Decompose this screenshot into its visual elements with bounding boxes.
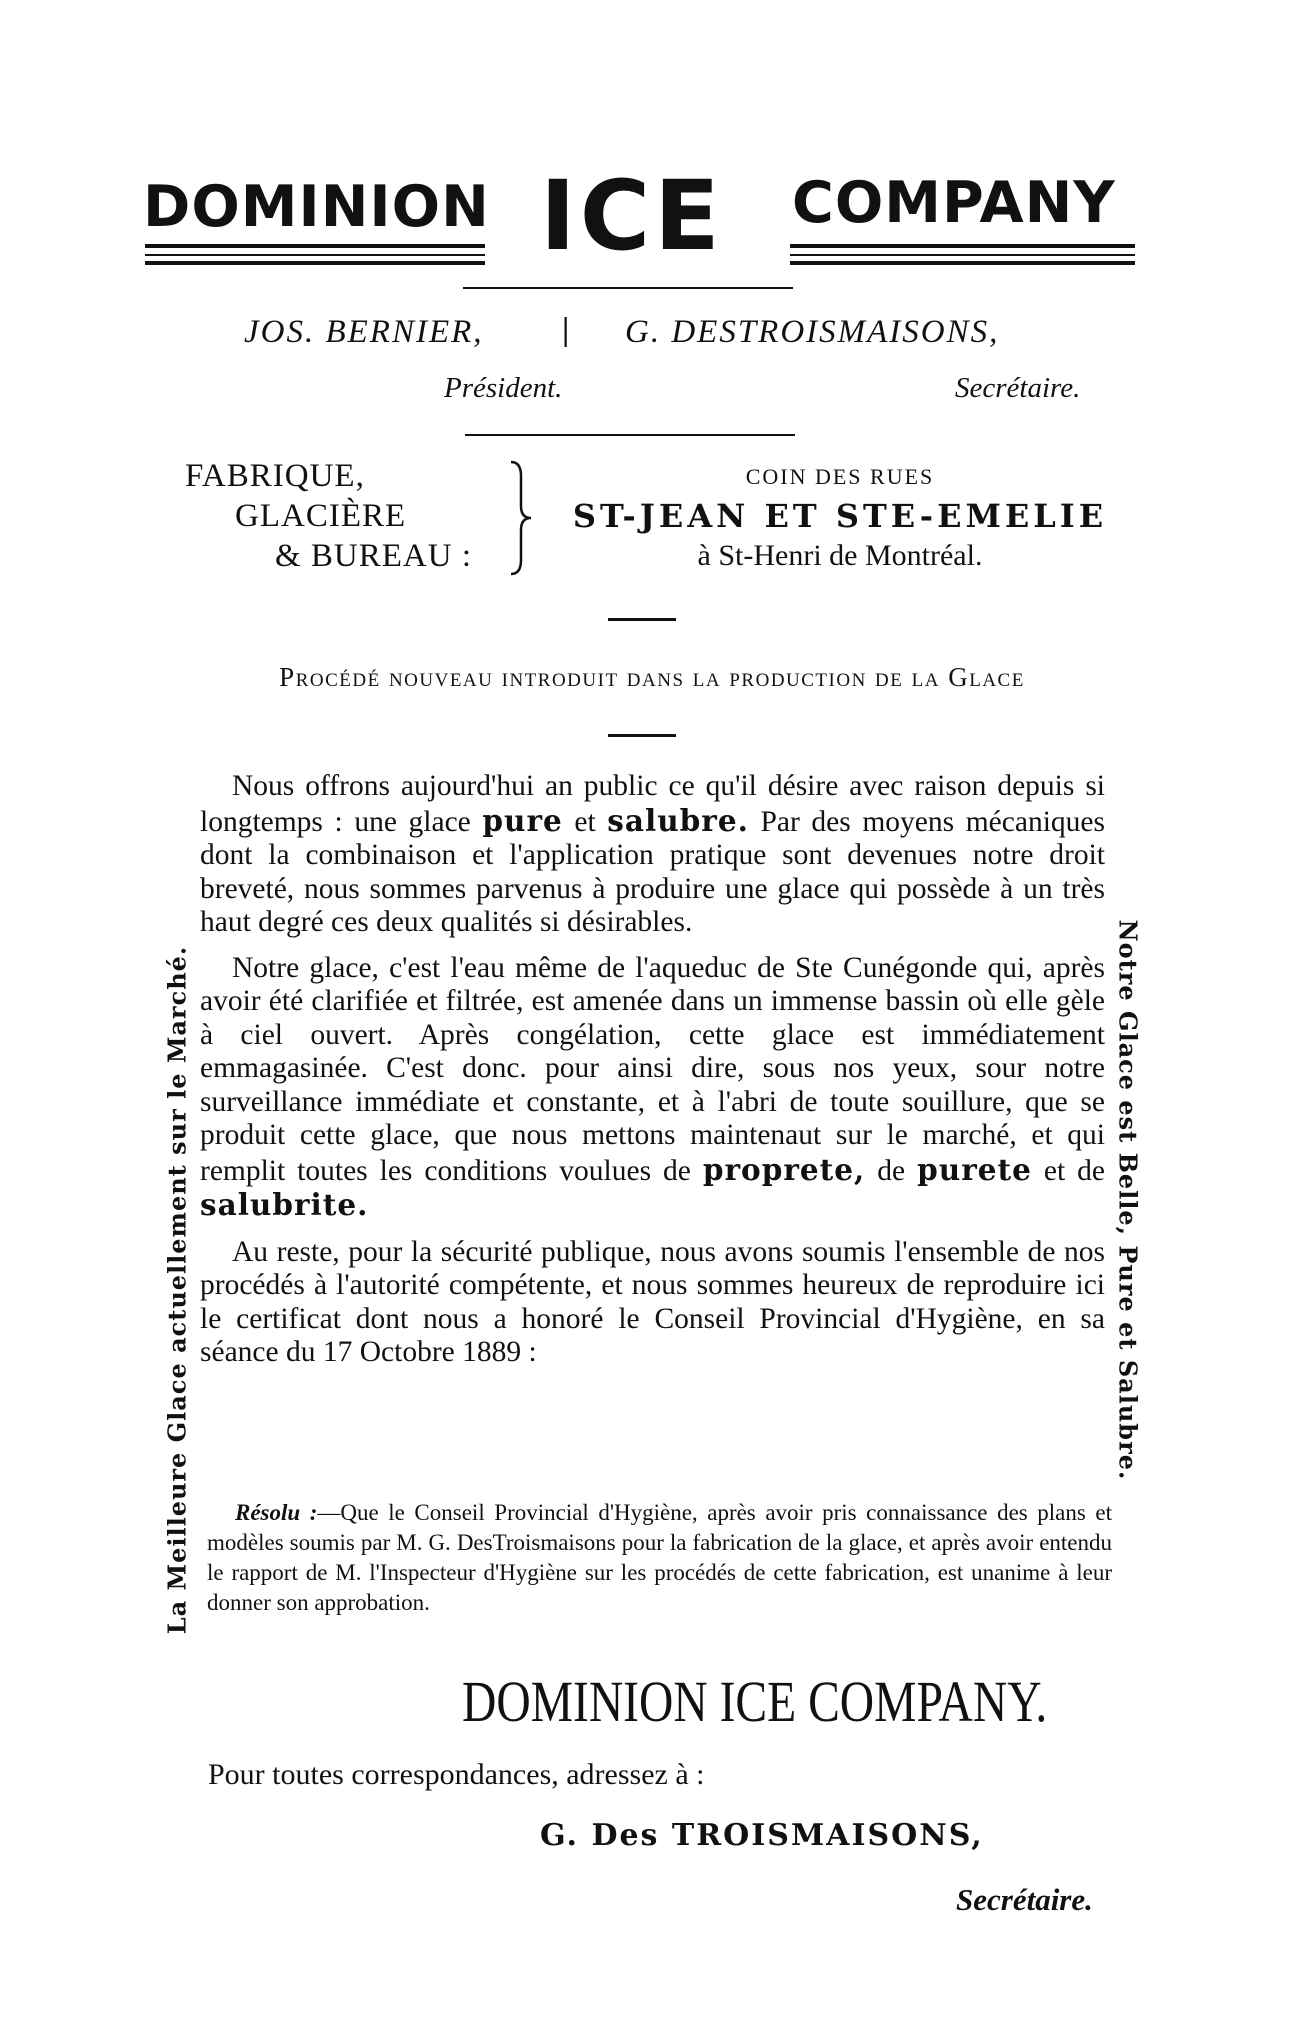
paragraph-3: Au reste, pour la sécurité publique, nous avons soumis l'ensemble de nos procédés à l'autorité compétente, et nous sommes heureux de reproduire ici le certificat dont nous a honoré le Conseil Provincial d'Hygiène, en sa séance du 17 Octobre 1889 : bbox=[200, 1235, 1105, 1368]
title-underline-right-2 bbox=[790, 254, 1135, 256]
footer-company: DOMINION ICE COMPANY. bbox=[462, 1669, 1048, 1734]
secretary-name: G. DESTROISMAISONS, bbox=[625, 314, 1000, 350]
title-underline-left-2 bbox=[145, 254, 485, 256]
paragraph-2-de: de bbox=[865, 1154, 918, 1187]
divider-officers bbox=[465, 434, 795, 436]
company-name-company: COMPANY bbox=[792, 170, 1116, 236]
address-label-fabrique: FABRIQUE, bbox=[185, 458, 365, 494]
president-title: Président. bbox=[444, 372, 563, 404]
emphasis-salubre: salubre. bbox=[607, 802, 749, 838]
officers-separator: | bbox=[562, 312, 572, 348]
side-text-right: Notre Glace est Belle, Pure et Salubre. bbox=[1113, 919, 1143, 1481]
footer-contact-title: Secrétaire. bbox=[956, 1882, 1093, 1917]
emphasis-purete: purete bbox=[917, 1151, 1032, 1187]
address-label-glaciere: GLACIÈRE bbox=[235, 498, 407, 534]
resolution-block bbox=[207, 1498, 1112, 1618]
emphasis-salubrite: salubrite. bbox=[200, 1187, 369, 1222]
emphasis-pure: pure bbox=[482, 802, 563, 838]
address-label-bureau: & BUREAU : bbox=[275, 538, 473, 574]
address-left-block bbox=[160, 456, 505, 576]
title-underline-left-3 bbox=[145, 261, 485, 265]
paragraph-1 bbox=[200, 770, 1105, 940]
company-name-ice: ICE bbox=[540, 160, 724, 272]
president-name: JOS. BERNIER, bbox=[244, 314, 484, 350]
title-underline-right-1 bbox=[790, 244, 1135, 248]
paragraph-1-et: et bbox=[562, 805, 608, 838]
footer-correspondence: Pour toutes correspondances, adressez à : bbox=[208, 1758, 705, 1791]
paragraph-2-text-a: Notre glace, c'est l'eau même de l'aqueduc de Ste Cunégonde qui, après avoir été clarifiée et filtrée, est amenée dans un immense bassin où elle gèle à ciel ouvert. Après congélation, cette glace est immédiatement emmagasinée. C'est donc. pour ainsi dire, sous nos yeux, sour notre surveillance immédiate et constante, et à l'abri de toute souillure, que se produit cette glace, que nous mettons maintenaut sur le marché, et qui remplit toutes les conditions voulues de bbox=[200, 951, 1105, 1187]
secretary-title: Secrétaire. bbox=[955, 372, 1081, 404]
paragraph-1-text-a: Nous offrons aujourd'hui an public ce qu'il désire avec raison depuis si longtemps : une glace bbox=[200, 770, 1105, 838]
title-underline-left-1 bbox=[145, 244, 485, 248]
paragraph-1-text-b: Par des moyens mécaniques dont la combinaison et l'application pratique sont devenues notre droit breveté, nous sommes parvenus à produire une glace qui possède à un très haut degré ces deux qualités si désirables. bbox=[200, 805, 1105, 938]
emphasis-proprete: proprete, bbox=[702, 1151, 866, 1187]
paragraph-2 bbox=[200, 952, 1105, 1224]
address-city: à St-Henri de Montréal. bbox=[697, 539, 983, 572]
address-streets: ST-JEAN ET STE-EMELIE bbox=[572, 497, 1108, 535]
title-underline-right-3 bbox=[790, 261, 1135, 265]
address-right-block bbox=[530, 458, 1150, 576]
divider-top bbox=[463, 287, 793, 289]
paragraph-2-etde: et de bbox=[1031, 1154, 1106, 1187]
address-corner-label: COIN DES RUES bbox=[745, 464, 935, 489]
divider-before-subhead bbox=[608, 618, 676, 621]
footer-contact-name: G. Des TROISMAISONS, bbox=[540, 1818, 984, 1853]
subheading: Procédé nouveau introduit dans la production de la Glace bbox=[279, 662, 1025, 692]
divider-after-subhead bbox=[608, 734, 676, 737]
side-text-left: La Meilleure Glace actuellement sur le Marché. bbox=[162, 945, 192, 1635]
company-name-dominion: DOMINION bbox=[143, 174, 490, 240]
resolution-text: —Que le Conseil Provincial d'Hygiène, après avoir pris connaissance des plans et modèles soumis par M. G. DesTroismaisons pour la fabrication de la glace, et après avoir entendu le rapport de M. l'Inspecteur d'Hygiène sur les procédés de cette fabrication, est unanime à leur donner son approbation. bbox=[207, 1500, 1112, 1615]
body-text bbox=[200, 770, 1105, 1370]
resolution-label: Résolu : bbox=[235, 1500, 318, 1525]
